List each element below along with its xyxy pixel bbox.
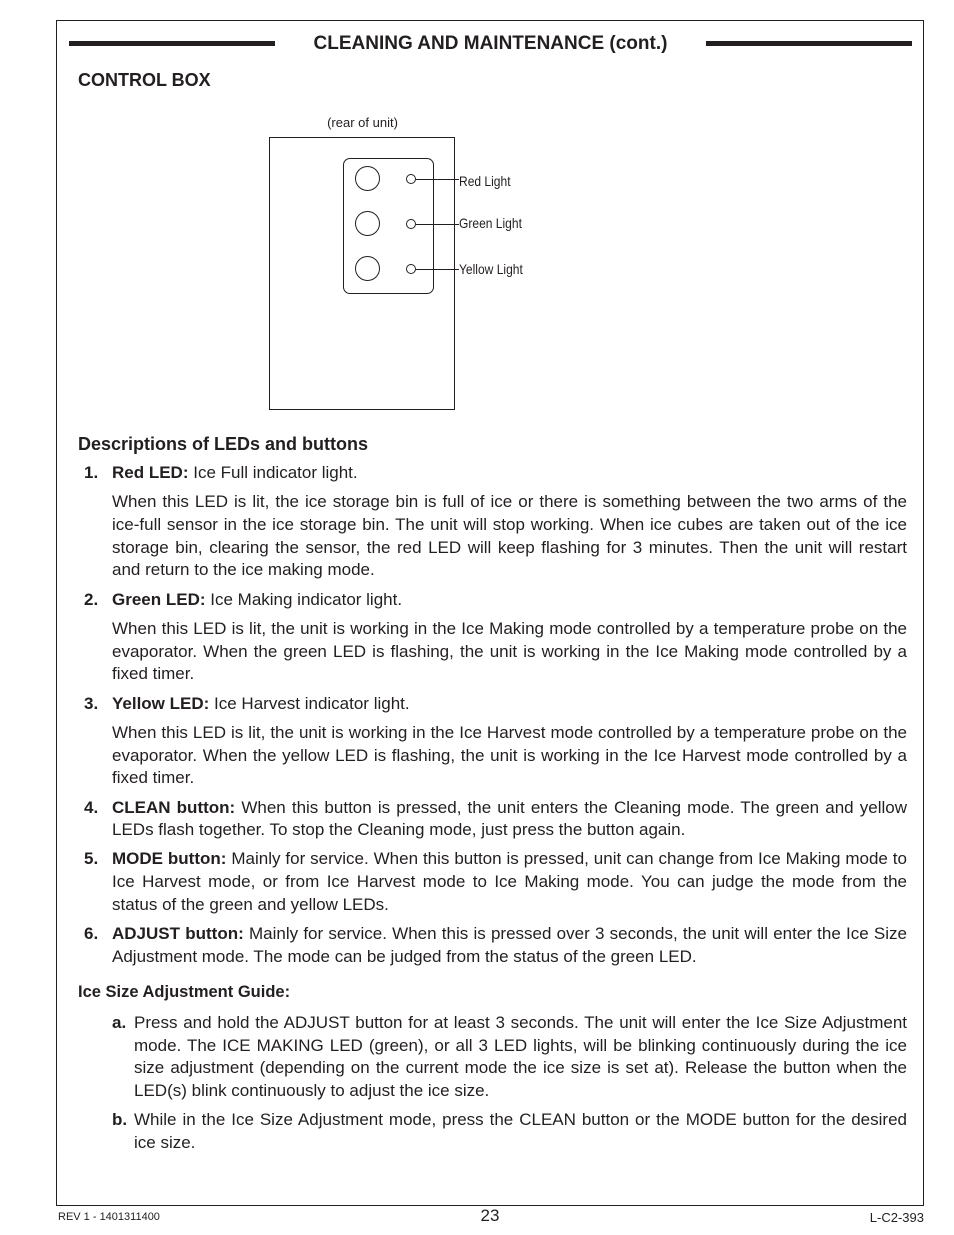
step-text: While in the Ice Size Adjustment mode, press the CLEAN button or the MODE button for the desired ice size. — [134, 1110, 907, 1152]
panel-button-3 — [355, 256, 380, 281]
page-number: 23 — [480, 1206, 500, 1225]
item-text: Mainly for service. When this button is pressed, unit can change from Ice Making mode to Ice Harvest mode, or from Ice Harvest mode to Ice Making mode. You can judge the mode from the status of the green and yellow LEDs. — [112, 849, 907, 914]
document-code: L-C2-393 — [869, 1210, 924, 1225]
item-text: When this button is pressed, the unit enters the Cleaning mode. The green and yellow LEDs flash together. To stop the Cleaning mode, just press the button again. — [112, 797, 907, 840]
item-number: 6. — [84, 924, 99, 944]
descriptions-list — [78, 462, 907, 975]
yellow-light-label: Yellow Light — [459, 261, 523, 277]
item-number: 1. — [84, 463, 99, 482]
item-number: 2. — [84, 589, 99, 609]
green-light-leader — [416, 224, 459, 225]
item-text: Ice Harvest indicator light. — [209, 693, 410, 713]
yellow-light-leader — [416, 269, 459, 270]
green-light-label: Green Light — [459, 215, 522, 231]
panel-button-2 — [355, 211, 380, 236]
diagram-caption: (rear of unit) — [327, 115, 398, 130]
item-number: 4. — [84, 797, 99, 817]
list-item — [78, 693, 907, 790]
green-led-indicator — [406, 219, 416, 229]
panel-button-1 — [355, 166, 380, 191]
item-text: Ice Making indicator light. — [205, 589, 403, 609]
guide-title: Ice Size Adjustment Guide: — [78, 983, 291, 1001]
guide-list — [112, 1012, 907, 1161]
list-item — [78, 462, 907, 582]
item-term: Yellow LED: — [112, 693, 210, 713]
guide-step — [112, 1012, 907, 1102]
red-light-leader — [416, 179, 459, 180]
yellow-led-indicator — [406, 264, 416, 274]
guide-step — [112, 1109, 907, 1154]
red-light-label: Red Light — [459, 173, 511, 189]
item-term: MODE button: — [112, 849, 227, 869]
item-term: Red LED: — [112, 463, 189, 482]
list-item — [78, 589, 907, 686]
list-item — [78, 797, 907, 842]
descriptions-title: Descriptions of LEDs and buttons — [78, 434, 369, 454]
footer-revision: REV 1 - 1401311400 — [58, 1211, 160, 1223]
list-item — [78, 923, 907, 968]
step-letter: b. — [112, 1110, 128, 1130]
section-title: CONTROL BOX — [78, 70, 211, 90]
item-term: Green LED: — [112, 589, 206, 609]
list-item — [78, 848, 907, 916]
item-number: 5. — [84, 849, 99, 869]
item-detail: When this LED is lit, the ice storage bin is full of ice or there is something between the two arms of the ice-full sensor in the ice storage bin. The unit will stop working. When ice cubes are taken out of the ice storage bin, clearing the sensor, the red LED will keep flashing for 3 minutes. Then the unit will restart and return to the ice making mode. — [112, 492, 907, 580]
red-led-indicator — [406, 174, 416, 184]
control-box-diagram — [0, 0, 954, 420]
item-detail: When this LED is lit, the unit is working in the Ice Harvest mode controlled by a temperature probe on the evaporator. When the yellow LED is flashing, the unit is working in the Ice Harvest mode controlled by a fixed timer. — [112, 722, 907, 788]
item-number: 3. — [84, 693, 99, 713]
item-detail: When this LED is lit, the unit is working in the Ice Making mode controlled by a temperature probe on the evaporator. When the green LED is flashing, the unit is working in the Ice Making mode controlled by a fixed timer. — [112, 618, 907, 684]
item-term: CLEAN button: — [112, 797, 236, 817]
step-letter: a. — [112, 1013, 127, 1032]
item-text: Mainly for service. When this is pressed over 3 seconds, the unit will enter the Ice Size Adjustment mode. The mode can be judged from the status of the green LED. — [112, 924, 907, 966]
item-term: ADJUST button: — [112, 924, 244, 944]
step-text: Press and hold the ADJUST button for at least 3 seconds. The unit will enter the Ice Size Adjustment mode. The ICE MAKING LED (green), or all 3 LED lights, will be blinking continuously during the ice size adjustment (depending on the current mode the ice size is set at). Release the button when the LED(s) blink continuously to adjust the ice size. — [134, 1013, 907, 1100]
item-text: Ice Full indicator light. — [188, 463, 358, 482]
header-title: CLEANING AND MAINTENANCE (cont.) — [313, 33, 668, 54]
